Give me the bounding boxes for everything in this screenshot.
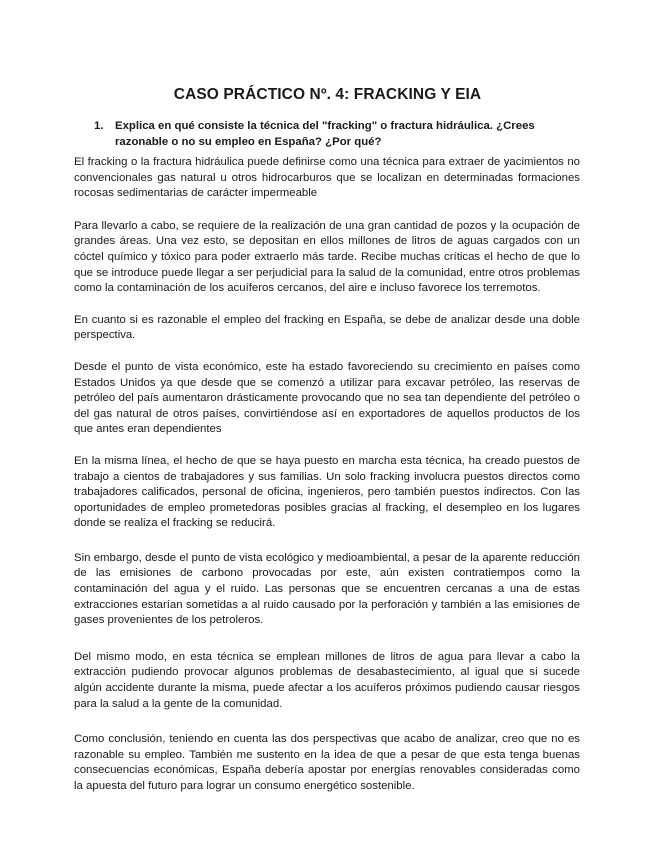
paragraph-employment: En la misma línea, el hecho de que se haya puesto en marcha esta técnica, ha creado puestos de trabajo a cientos de trabajadores y sus familias. Un solo fracking involucra puestos directos como trabajadores calificados, personal de oficina, ingenieros, pero también puestos indirectos. Con las oportunidades de empleo prometedoras posibles gracias al fracking, el desempleo en los lugares donde se realiza el fracking se reducirá. (74, 454, 580, 530)
paragraph-water: Del mismo modo, en esta técnica se emplean millones de litros de agua para llevar a cabo la extracción pudiendo provocar algunos problemas de desabastecimiento, al igual que si sucede algún accidente durante la misma, puede afectar a los acuíferos próximos pudiendo causar riesgos para la salud a la gente de la comunidad. (74, 650, 580, 710)
question-item (94, 118, 564, 150)
paragraph-definition: El fracking o la fractura hidráulica puede definirse como una técnica para extraer de yacimientos no convencionales gas natural u otros hidrocarburos que se localizan en determinadas formaciones rocosas sedimentarias de carácter impermeable (74, 156, 580, 200)
paragraph-perspective: En cuanto si es razonable el empleo del fracking en España, se debe de analizar desde una doble perspectiva. (74, 313, 580, 342)
paragraph-process: Para llevarlo a cabo, se requiere de la realización de una gran cantidad de pozos y la ocupación de grandes áreas. Una vez esto, se depositan en ellos millones de litros de aguas cargados con un cóctel químico y tóxico para poder extraerlo más tarde. Recibe muchas críticas el hecho de que lo que se introduce puede llegar a ser perjudicial para la salud de la comunidad, entre otros problemas como la contaminación de los acuíferos cercanos, del aire e incluso favorece los terremotos. (74, 219, 580, 295)
question-text: Explica en qué consiste la técnica del "fracking" o fractura hidráulica. ¿Crees razonable o no su empleo en España? ¿Por qué? (115, 120, 535, 148)
answer-body (74, 155, 580, 795)
question-number: 1. (94, 120, 104, 132)
paragraph-conclusion: Como conclusión, teniendo en cuenta las dos perspectivas que acabo de analizar, creo que no es razonable su empleo. También me sustento en la idea de que a pesar de que esta tenga buenas consecuencias económicas, España debería apostar por energías renovables consideradas como la apuesta del futuro para lograr un consumo energético sostenible. (74, 733, 580, 792)
paragraph-ecological: Sin embargo, desde el punto de vista ecológico y medioambiental, a pesar de la aparente reducción de las emisiones de carbono provocadas por este, aún existen contratiempos como la contaminación del agua y el ruido. Las personas que se encuentren cercanas a una de estas extracciones estarían sometidas a al ruido causado por la perforación y también a las emisiones de gases provenientes de los petroleros. (74, 551, 580, 627)
document-title: CASO PRÁCTICO Nº. 4: FRACKING Y EIA (173, 86, 482, 103)
paragraph-economic: Desde el punto de vista económico, este ha estado favoreciendo su crecimiento en países como Estados Unidos ya que desde que se comenzó a utilizar para excavar petróleo, las reservas de petróleo del país aumentaron drásticamente provocando que no sea tan dependiente del petróleo o del gas natural de otros países, convirtiéndose así en exportadores de aquellos productos de los que antes eran dependientes (74, 360, 580, 436)
